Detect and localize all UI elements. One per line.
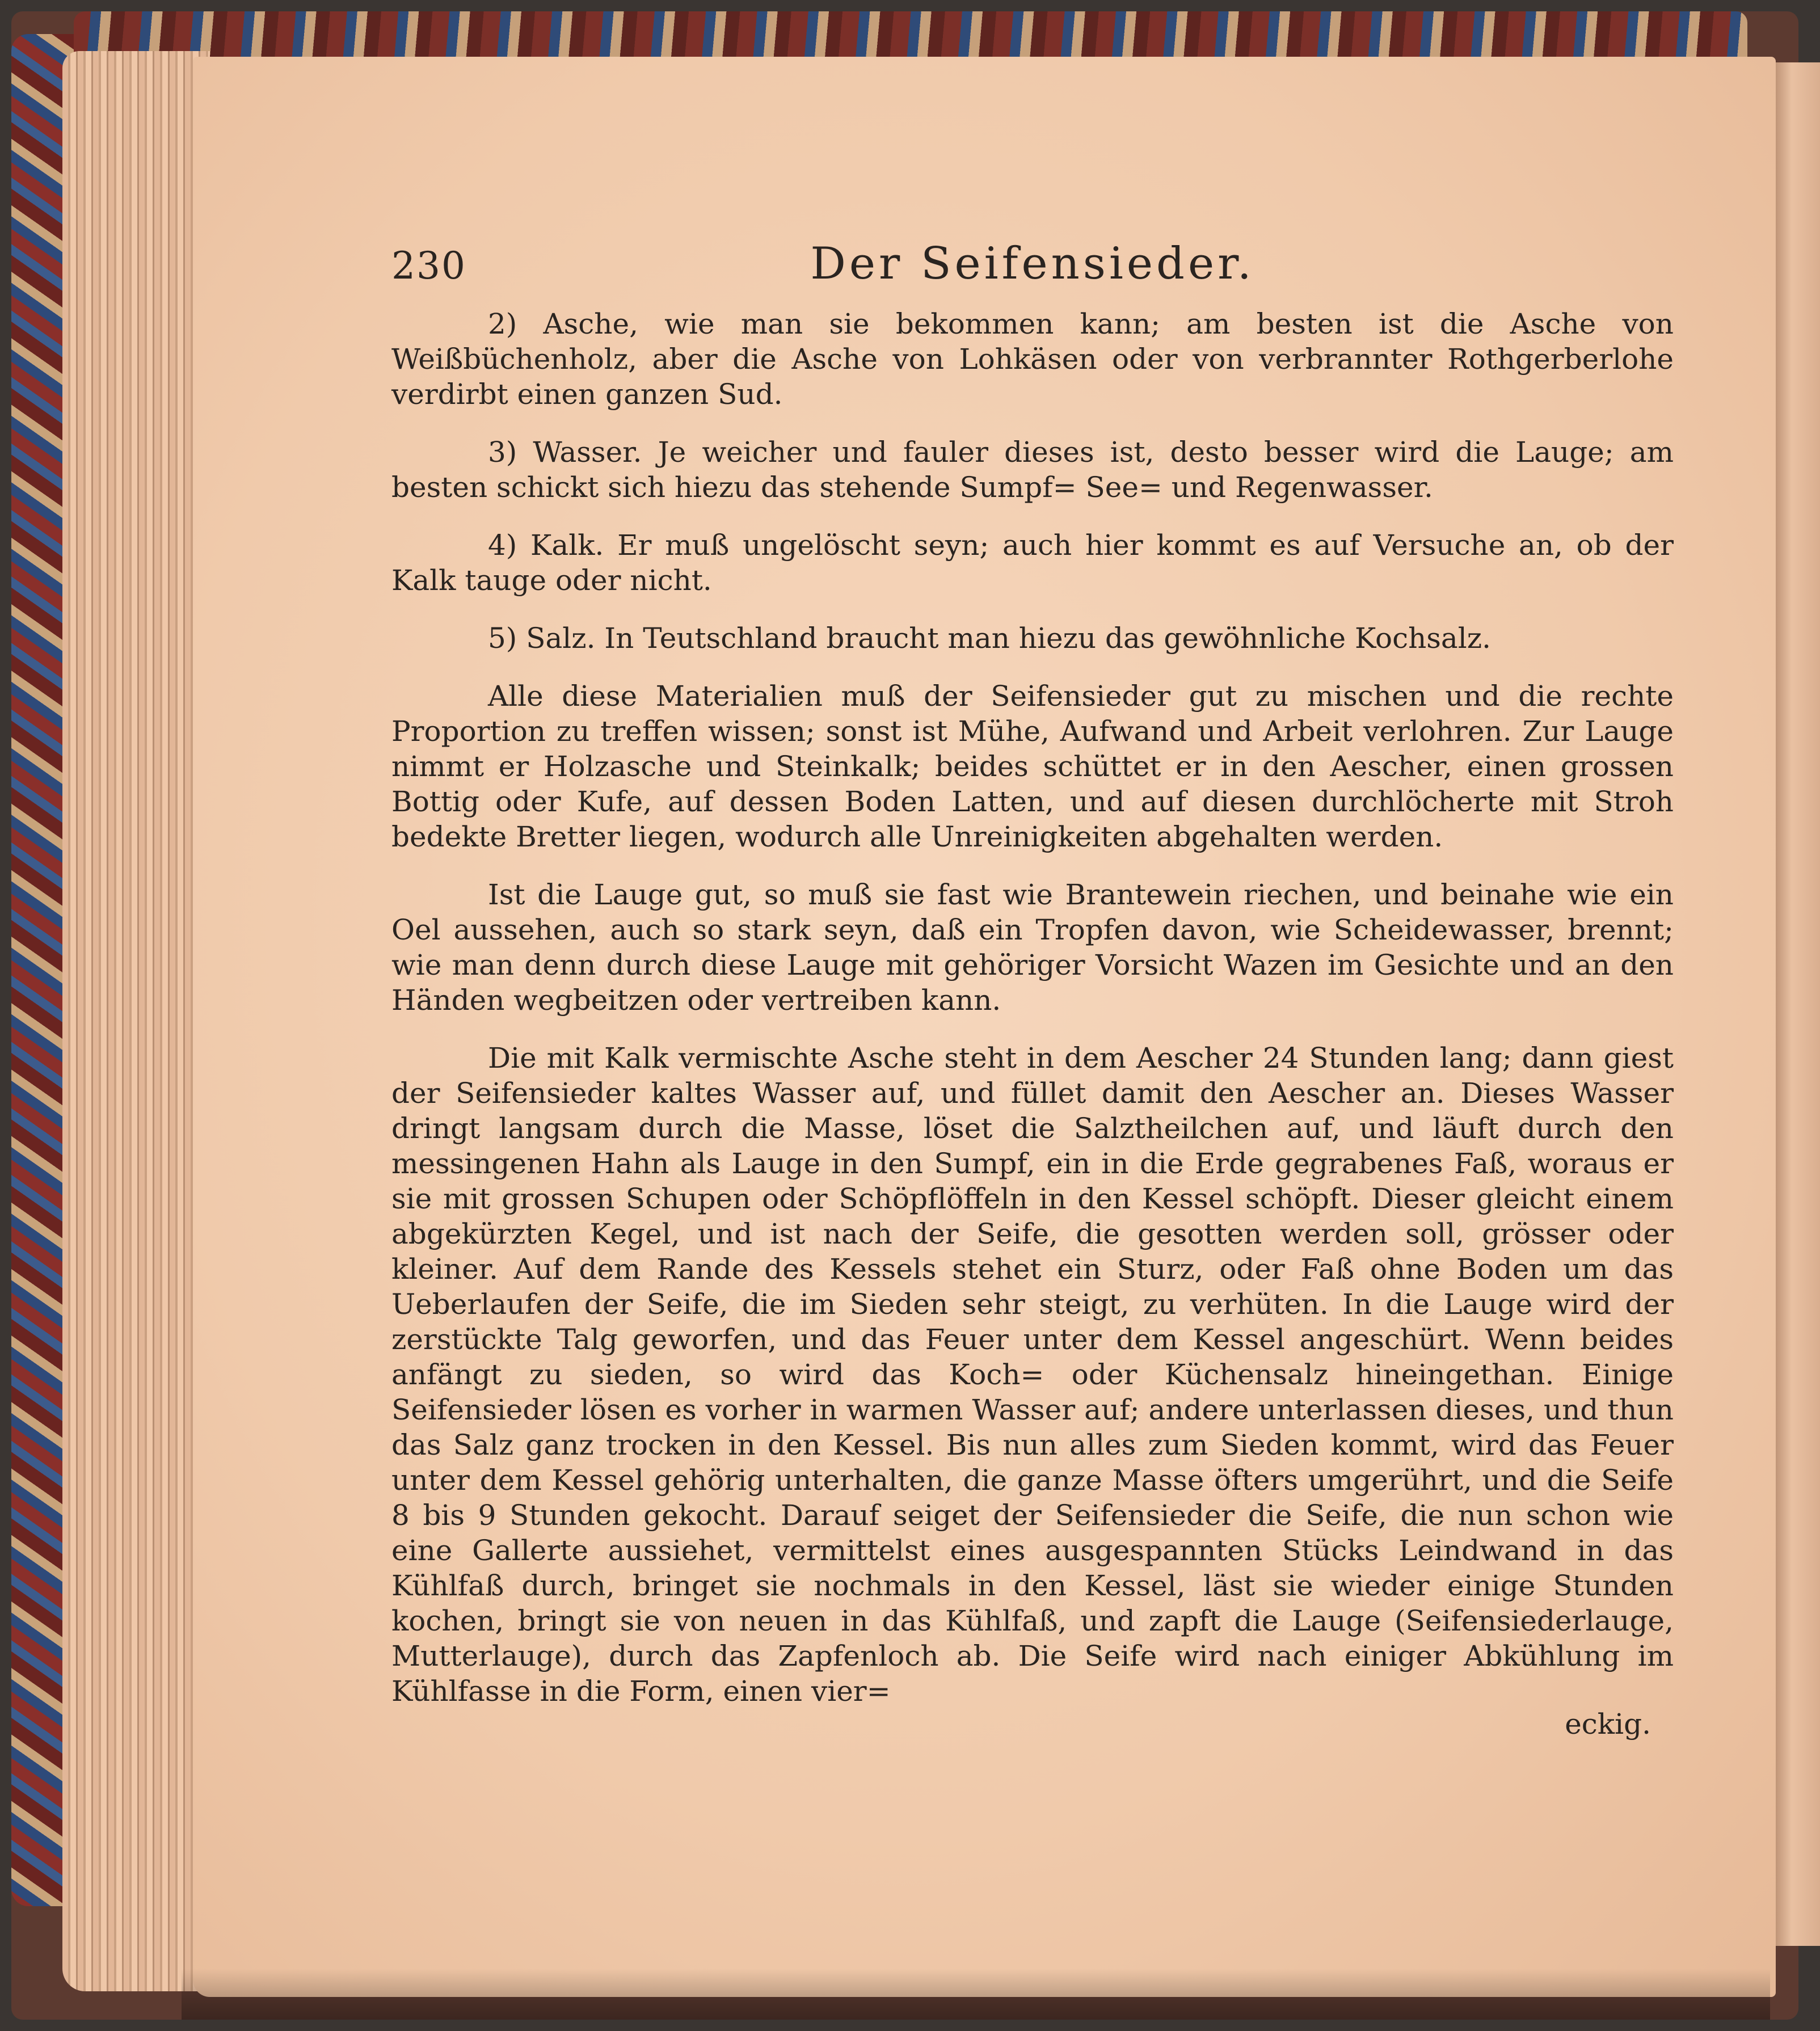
paragraph-salz: 5) Salz. In Teutschland braucht man hiezu das gewöhnliche Kochsalz. xyxy=(488,622,1491,655)
paragraph-sieden: Die mit Kalk vermischte Asche steht in dem Aescher 24 Stunden lang; dann giest der Seifensieder kaltes Wasser auf, und füllet damit den Aescher an. Dieses Wasser dringt langsam durch die Masse, löset die Salztheilchen auf, und läuft durch den messingenen Hahn als Lauge in den Sumpf, ein in die Erde gegrabenes Faß, woraus er sie mit grossen Schupen oder Schöpflöffeln in den Kessel schöpft. Dieser gleicht einem abgekürzten Kegel, und ist nach der Seife, die gesotten werden soll, grösser oder kleiner. Auf dem Rande des Kessels stehet ein Sturz, oder Faß ohne Boden um das Ueberlaufen der Seife, die im Sieden sehr steigt, zu verhüten. In die Lauge wird der zerstückte Talg geworfen, und das Feuer unter dem Kessel angeschürt. Wenn beides anfängt zu sieden, so wird das Koch= oder Küchensalz hineingethan. Einige Seifensieder lösen es vorher in warmen Wasser auf; andere unterlassen dieses, und thun das Salz ganz trocken in den Kessel. Bis nun alles zum Sieden kommt, wird das Feuer unter dem Kessel gehörig unterhalten, die ganze Masse öfters umgerührt, und die Seife 8 bis 9 Stunden gekocht. Darauf seiget der Seifensieder die Seife, die nun schon wie eine Gallerte aussiehet, vermittelst eines ausgespannten Stücks Leindwand in das Kühlfaß durch, bringet sie nochmals in den Kessel, läst sie wieder einige Stunden kochen, bringt sie von neuen in das Kühlfaß, und zapft die Lauge (Seifensiederlauge, Mutterlauge), durch das Zapfenloch ab. Die Seife wird nach einiger Abkühlung im Kühlfasse in die Form, einen vier= xyxy=(391,1042,1674,1708)
facing-page-edge xyxy=(1773,62,1820,1946)
page-text xyxy=(391,238,1674,1742)
running-head: Der Seifensieder. xyxy=(810,238,1255,289)
page-header xyxy=(391,238,1674,306)
page-number: 230 xyxy=(391,244,466,288)
paragraph-kalk: 4) Kalk. Er muß ungelöscht seyn; auch hier kommt es auf Versuche an, ob der Kalk tauge oder nicht. xyxy=(391,529,1674,597)
paragraph-wasser: 3) Wasser. Je weicher und fauler dieses ist, desto besser wird die Lauge; am besten schickt sich hiezu das stehende Sumpf= See= und Regenwasser. xyxy=(391,436,1674,504)
page-shadow xyxy=(182,1969,1770,2020)
paragraph-materialien: Alle diese Materialien muß der Seifensieder gut zu mischen und die rechte Proportion zu treffen wissen; sonst ist Mühe, Aufwand und Arbeit verlohren. Zur Lauge nimmt er Holzasche und Steinkalk; beides schüttet er in den Aescher, einen grossen Bottig oder Kufe, auf dessen Boden Latten, und auf diesen durchlöcherte mit Stroh bedekte Bretter liegen, wodurch alle Unreinigkeiten abgehalten werden. xyxy=(391,680,1674,853)
catchword: eckig. xyxy=(1565,1708,1651,1741)
page-edges xyxy=(62,51,210,1991)
paragraph-asche: 2) Asche, wie man sie bekommen kann; am besten ist die Asche von Weißbüchenholz, aber die Asche von Lohkäsen oder von verbrannter Rothgerberlohe verdirbt einen ganzen Sud. xyxy=(391,307,1674,411)
paragraph-lauge: Ist die Lauge gut, so muß sie fast wie Brantewein riechen, und beinahe wie ein Oel aussehen, auch so stark seyn, daß ein Tropfen davon, wie Scheidewasser, brennt; wie man denn durch diese Lauge mit gehöriger Vorsicht Wazen im Gesichte und an den Händen wegbeitzen oder vertreiben kann. xyxy=(391,878,1674,1017)
